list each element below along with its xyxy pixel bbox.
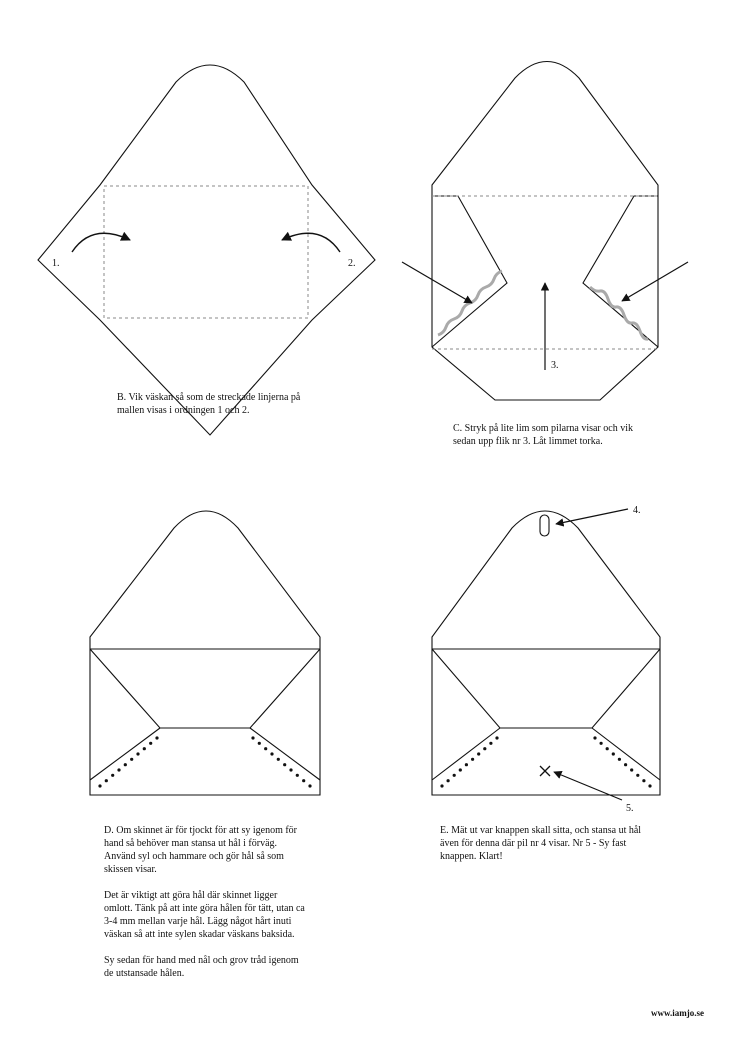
fold-label-2: 2.: [348, 258, 356, 269]
sewing-hole: [593, 736, 596, 739]
envelope-e-inner: [432, 649, 660, 728]
envelope-button-step: [432, 511, 660, 795]
glue-arrow-right: [622, 262, 688, 301]
sewing-hole: [440, 784, 443, 787]
glue-lines: [438, 271, 648, 339]
sewing-hole: [155, 736, 158, 739]
caption-e: [440, 824, 641, 863]
fold-arrow-2: [282, 233, 340, 252]
fold-label-1: 1.: [52, 258, 60, 269]
sewing-hole: [124, 763, 127, 766]
caption-line: E. Mät ut var knappen skall sitta, och stansa ut hål: [440, 825, 642, 836]
caption-d: [104, 824, 305, 980]
sewing-hole: [618, 758, 621, 761]
sewing-hole: [130, 758, 133, 761]
sewing-hole: [149, 742, 152, 745]
sewing-hole: [251, 736, 254, 739]
caption-line: C. Stryk på lite lim som pilarna visar och vik: [453, 423, 633, 434]
template-unfolded: [38, 65, 375, 435]
arrow-4: [556, 509, 628, 524]
glue-left: [438, 271, 502, 335]
caption-line: mallen visas i ordningen 1 och 2.: [117, 405, 250, 416]
template-fold-lines: [104, 186, 308, 318]
caption-line: knappen. Klart!: [440, 851, 503, 862]
sewing-hole: [612, 752, 615, 755]
sewing-hole: [453, 774, 456, 777]
sewing-hole: [636, 774, 639, 777]
sewing-hole: [264, 747, 267, 750]
sewing-hole: [495, 736, 498, 739]
sewing-hole: [105, 779, 108, 782]
sewing-hole: [136, 752, 139, 755]
envelope-d-inner: [90, 649, 320, 728]
sewing-hole: [289, 768, 292, 771]
sewing-hole: [277, 758, 280, 761]
sewing-hole: [648, 784, 651, 787]
sewing-hole: [600, 742, 603, 745]
sewing-hole: [606, 747, 609, 750]
fold-arrow-1: [72, 233, 130, 252]
sewing-hole: [258, 742, 261, 745]
sewing-hole: [630, 768, 633, 771]
right-side-flap: [583, 196, 658, 347]
sewing-hole: [302, 779, 305, 782]
button-hole-slot: [540, 515, 549, 536]
envelope-e-outline: [432, 511, 660, 795]
sewing-hole: [471, 758, 474, 761]
button-mark-x: [540, 766, 550, 776]
caption-d-para-1: D. Om skinnet är för tjockt för att sy igenom för hand så behöver man stansa ut hål i förväg. Använd syl och hammare och gör hål så som skissen visar.: [104, 825, 298, 875]
sewing-hole: [483, 747, 486, 750]
sewing-hole: [642, 779, 645, 782]
caption-d-para-2: Det är viktigt att göra hål där skinnet ligger omlott. Tänk på att inte göra hålen för tätt, utan ca 3-4 mm mellan varje hål. Lägg något hårt inuti väskan så att inte sylen skadar väskans baksida.: [104, 890, 305, 940]
glue-arrows: [402, 262, 688, 370]
label-5: 5.: [626, 803, 634, 814]
envelope-d-bottom-flap: [90, 728, 320, 780]
template-outline: [38, 65, 375, 435]
arrow-5: [554, 772, 622, 800]
sewing-hole: [117, 768, 120, 771]
sewing-hole: [489, 742, 492, 745]
sewing-holes-e: [440, 736, 651, 787]
button-arrows: [554, 509, 628, 800]
envelope-d-outline: [90, 511, 320, 795]
glue-arrow-left: [402, 262, 472, 303]
sewing-hole: [283, 763, 286, 766]
sewing-hole: [465, 763, 468, 766]
caption-b: [117, 391, 300, 417]
caption-d-para-3: Sy sedan för hand med nål och grov tråd igenom de utstansade hålen.: [104, 955, 299, 979]
sewing-hole: [459, 768, 462, 771]
caption-line: B. Vik väskan så som de streckade linjerna på: [117, 392, 301, 403]
bottom-flap-notch: [100, 320, 312, 334]
caption-c: [453, 422, 633, 448]
sewing-hole: [296, 774, 299, 777]
left-side-flap: [432, 196, 507, 347]
fold-rectangle: [104, 186, 308, 318]
sewing-hole: [111, 774, 114, 777]
sewing-holes: [98, 736, 311, 787]
envelope-sewing-step: [90, 511, 320, 795]
sewing-hole: [624, 763, 627, 766]
flap-label-3: 3.: [551, 360, 559, 371]
sewing-hole: [270, 752, 273, 755]
label-4: 4.: [633, 505, 641, 516]
sewing-hole: [308, 784, 311, 787]
sewing-hole: [98, 784, 101, 787]
sewing-hole: [143, 747, 146, 750]
caption-line: sedan upp flik nr 3. Låt limmet torka.: [453, 436, 603, 447]
website-link[interactable]: www.iamjo.se: [651, 1008, 704, 1018]
sewing-hole: [447, 779, 450, 782]
sewing-hole: [477, 752, 480, 755]
caption-line: även för denna där pil nr 4 visar. Nr 5 - Sy fast: [440, 838, 627, 849]
